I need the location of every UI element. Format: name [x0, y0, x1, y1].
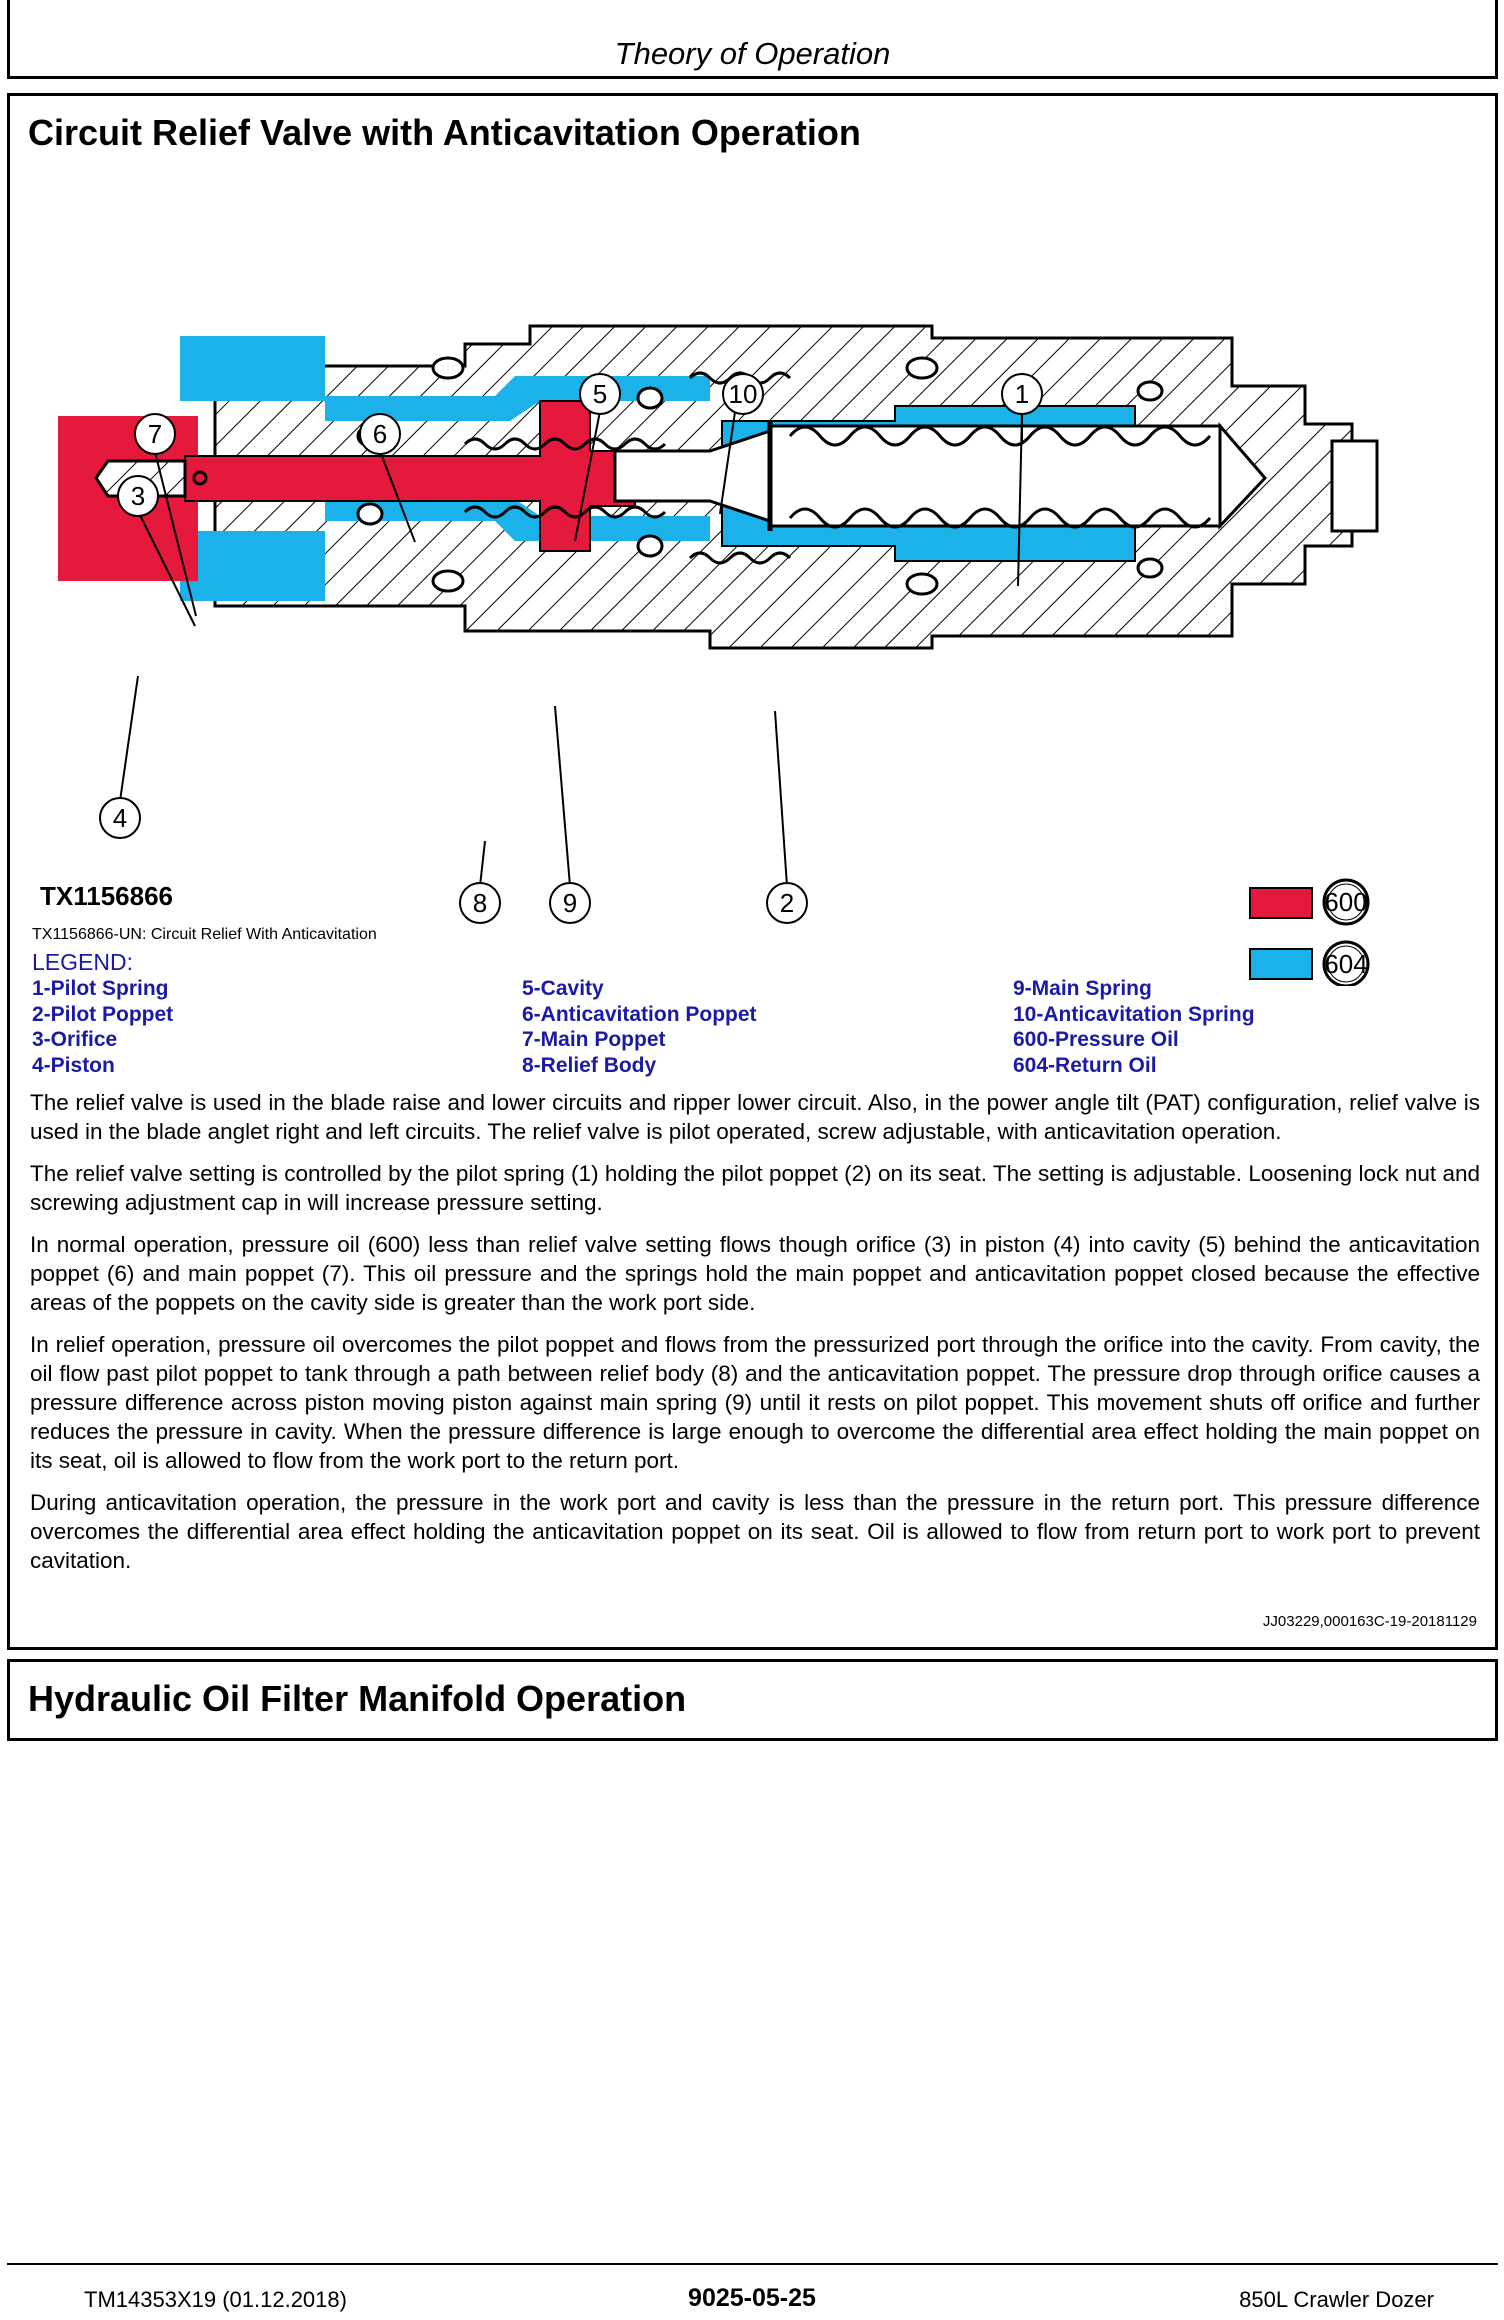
footer-page-number: 9025-05-25 [688, 2284, 816, 2312]
legend-item: 5-Cavity [522, 977, 604, 1000]
section-filter-manifold [7, 1659, 1498, 1741]
section-title: Circuit Relief Valve with Anticavitation Operation [28, 112, 861, 153]
page-header [7, 0, 1498, 79]
svg-text:10: 10 [728, 379, 758, 409]
legend-item: 9-Main Spring [1013, 977, 1152, 1000]
callout-1 [1002, 374, 1042, 414]
color-key [1250, 880, 1368, 986]
callout-6 [360, 414, 400, 454]
callout-8 [460, 883, 500, 923]
figure-id: TX1156866 [40, 881, 174, 911]
callout-10 [723, 374, 763, 414]
legend-item: 600-Pressure Oil [1013, 1028, 1179, 1051]
return-oil-swatch [1250, 949, 1312, 979]
svg-text:6: 6 [372, 419, 388, 449]
legend-item: 604-Return Oil [1013, 1053, 1157, 1077]
body-text [30, 1088, 1480, 1588]
pressure-oil-swatch [1250, 888, 1312, 918]
footer-divider [7, 2263, 1498, 2265]
figure-caption: TX1156866-UN: Circuit Relief With Anticavitation [32, 926, 377, 943]
legend-item: 6-Anticavitation Poppet [522, 1002, 757, 1026]
svg-text:8: 8 [472, 888, 488, 918]
header-title: Theory of Operation [614, 36, 891, 71]
legend-item: 2-Pilot Poppet [32, 1002, 174, 1026]
callout-7 [135, 414, 175, 454]
pressure-oil-key-label: 600 [1324, 887, 1368, 917]
section-title: Hydraulic Oil Filter Manifold Operation [28, 1678, 687, 1719]
callout-5 [580, 374, 620, 414]
legend-column-1 [32, 976, 512, 1078]
paragraph: In relief operation, pressure oil overcomes the pilot poppet and flows from the pressurized port through the orifice into the cavity. From cavity, the oil flow past pilot poppet to tank through a path between relief body (8) and the anticavitation poppet. The pressure drop through orifice causes a pressure difference across piston moving piston against main spring (9) until it rests on pilot poppet. This movement shuts off orifice and further reduces the pressure in cavity. When the pressure difference is large enough to overcome the differential area effect holding the main poppet on its seat, oil is allowed to flow from the work port to the return port. [30, 1332, 1480, 1473]
paragraph: The relief valve setting is controlled by the pilot spring (1) holding the pilot poppet (2) on its seat. The setting is adjustable. Loosening lock nut and screwing adjustment cap in will increase pressure setting. [30, 1161, 1480, 1215]
document-reference-id: JJ03229,000163C-19-20181129 [1262, 1613, 1477, 1630]
legend-item: 8-Relief Body [522, 1053, 657, 1077]
svg-text:7: 7 [147, 419, 163, 449]
section-relief-valve [7, 93, 1498, 1650]
callout-4 [100, 798, 140, 838]
svg-text:5: 5 [592, 379, 608, 409]
svg-text:3: 3 [130, 481, 146, 511]
relief-valve-diagram [10, 246, 1501, 986]
legend-title: LEGEND: [32, 949, 133, 975]
svg-text:1: 1 [1014, 379, 1030, 409]
footer-machine-model: 850L Crawler Dozer [1239, 2287, 1434, 2312]
paragraph: During anticavitation operation, the pressure in the work port and cavity is less than the pressure in the return port. This pressure difference overcomes the differential area effect holding the anticavitation poppet on its seat. Oil is allowed to flow from return port to work port to prevent cavitation. [30, 1490, 1480, 1573]
legend-column-2 [522, 976, 1002, 1078]
paragraph: In normal operation, pressure oil (600) less than relief valve setting flows though orifice (3) in piston (4) into cavity (5) behind the anticavitation poppet (6) and main poppet (7). This oil pressure and the springs hold the main poppet and anticavitation poppet closed because the effective areas of the poppets on the cavity side is greater than the work port side. [30, 1232, 1480, 1315]
legend-item: 1-Pilot Spring [32, 977, 169, 1000]
paragraph: The relief valve is used in the blade raise and lower circuits and ripper lower circuit. Also, in the power angle tilt (PAT) configuration, relief valve is used in the blade anglet right and left circuits. The relief valve is pilot operated, screw adjustable, with anticavitation operation. [30, 1090, 1480, 1144]
svg-text:4: 4 [112, 803, 128, 833]
legend-item: 4-Piston [32, 1053, 115, 1077]
svg-text:9: 9 [562, 888, 578, 918]
legend-item: 7-Main Poppet [522, 1028, 666, 1051]
svg-text:2: 2 [779, 888, 795, 918]
callout-2 [767, 883, 807, 923]
footer-manual-id: TM14353X19 (01.12.2018) [84, 2287, 347, 2312]
legend-column-3 [1013, 976, 1493, 1078]
legend-item: 10-Anticavitation Spring [1013, 1002, 1255, 1026]
return-oil-key-label: 604 [1324, 949, 1368, 979]
callout-9 [550, 883, 590, 923]
callout-3 [118, 476, 158, 516]
legend-item: 3-Orifice [32, 1028, 118, 1051]
